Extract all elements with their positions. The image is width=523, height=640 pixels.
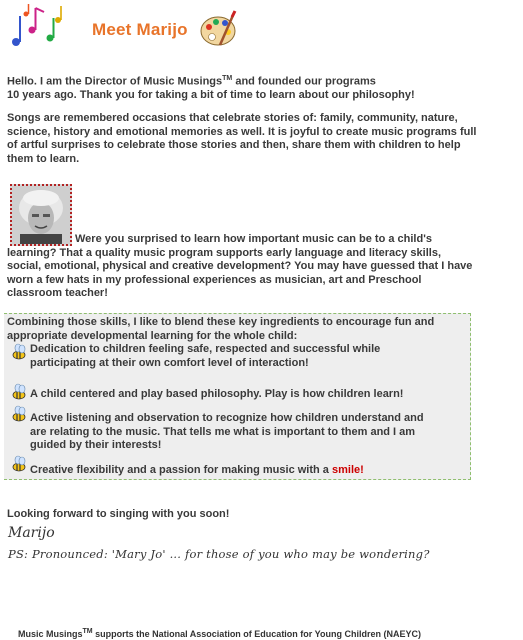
closing-line: Looking forward to singing with you soon!	[7, 508, 230, 520]
list-item: A child centered and play based philosophy. Play is how children learn!	[10, 383, 450, 403]
bee-bullet-icon	[10, 455, 32, 475]
postscript: PS: Pronounced: 'Mary Jo' ... for those of you who may be wondering?	[8, 547, 430, 561]
bee-bullet-icon	[10, 383, 32, 403]
intro-paragraph: Hello. I am the Director of Music Musings™ and founded our programs 10 years ago. Thank you for taking a bit of time to learn about our philosophy!	[7, 75, 415, 102]
page-header	[0, 0, 523, 60]
list-item: Active listening and observation to recognize how children understand and are relating to the music. That tells me what is important to them and I am guided by their interests!	[10, 405, 450, 450]
ingredients-intro: Combining those skills, I like to blend these key ingredients to encourage fun and appropriate developmental learning for the whole child:	[7, 316, 435, 342]
list-item: Dedication to children feeling safe, respected and successful while participating at their own comfort level of interaction!	[10, 343, 450, 373]
bee-bullet-icon	[10, 343, 32, 363]
music-notes-icon	[6, 2, 66, 52]
list-item: Creative flexibility and a passion for making music with a smile!	[10, 455, 450, 475]
surprise-paragraph: Were you surprised to learn how important music can be to a child's learning? That a quality music program supports early language and literacy skills, social, emotional, physical and creative development? You may have guessed that I have worn a few hats in my professional experiences as musician, art and Preschool classroom teacher!	[7, 233, 473, 299]
bee-bullet-icon	[10, 405, 32, 425]
footer-note: Music Musings™ supports the National Association of Education for Young Children (NAEYC)	[18, 628, 421, 639]
page-title: Meet Marijo	[92, 20, 188, 39]
signature: Marijo	[8, 525, 55, 541]
smile-word: smile!	[331, 464, 364, 476]
songs-paragraph: Songs are remembered occasions that celebrate stories of: family, community, nature, science, history and emotional memories as well. It is joyful to create music programs full of artful surprises to celebrate those stories and then, share them with children to help them to learn.	[7, 112, 477, 165]
paint-palette-icon	[198, 9, 238, 49]
